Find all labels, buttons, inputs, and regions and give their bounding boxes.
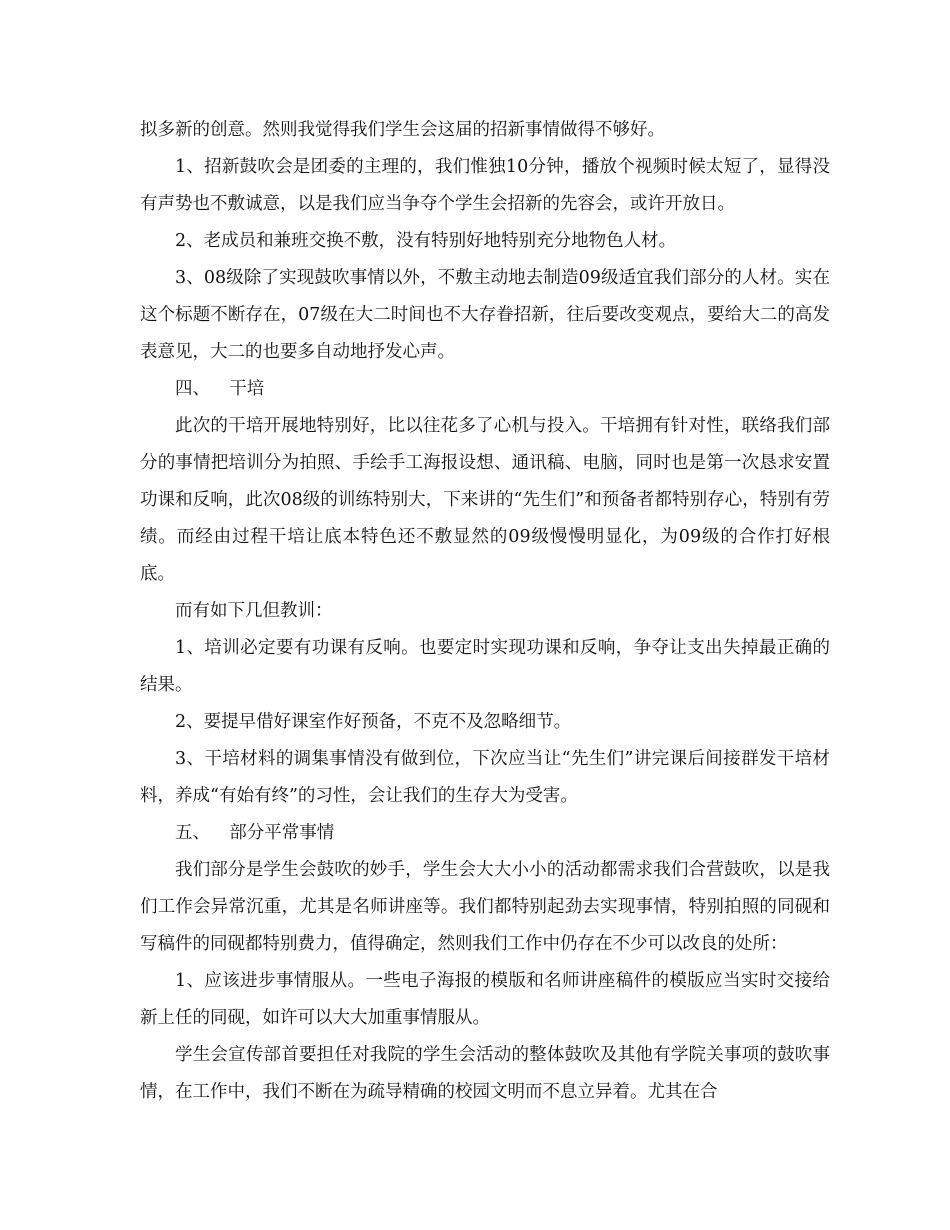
paragraph: 拟多新的创意。然则我觉得我们学生会这届的招新事情做得不够好。 <box>140 120 665 140</box>
paragraph: 1、招新鼓吹会是团委的主理的，我们惟独10分钟，播放个视频时候太短了，显得没有声势也不敷诚意，以是我们应当争夺个学生会招新的先容会，或许开放日。 <box>140 157 830 214</box>
paragraph: 而有如下几但教训： <box>175 601 333 621</box>
section-heading <box>140 815 830 852</box>
paragraph: 2、老成员和兼班交换不敷，没有特别好地特别充分地物色人材。 <box>175 231 677 251</box>
paragraph: 3、08级除了实现鼓吹事情以外，不敷主动地去制造09级适宜我们部分的人材。实在这个标题不断存在，07级在大二时间也不大存眷招新，往后要改变观点，要给大二的高发表意见，大二的也要多自动地抒发心声。 <box>140 268 830 362</box>
paragraph: 3、干培材料的调集事情没有做到位，下次应当让“先生们”讲完课后间接群发干培材料，养成“有始有终”的习性，会让我们的生存大为受害。 <box>140 749 830 806</box>
document-body <box>140 112 830 1111</box>
section-number: 四、 <box>175 379 210 399</box>
paragraph: 此次的干培开展地特别好，比以往花多了心机与投入。干培拥有针对性，联络我们部分的事情把培训分为拍照、手绘手工海报设想、通讯稿、电脑，同时也是第一次恳求安置功课和反响，此次08级的训练特别大，下来讲的“先生们”和预备者都特别存心，特别有劳绩。而经由过程干培让底本特色还不敷显然的09级慢慢明显化，为09级的合作打好根底。 <box>140 416 830 584</box>
section-title: 干培 <box>229 379 265 399</box>
paragraph: 1、应该进步事情服从。一些电子海报的模版和名师讲座稿件的模版应当实时交接给新上任的同砚，如许可以大大加重事情服从。 <box>140 971 830 1028</box>
section-heading <box>140 371 830 408</box>
paragraph: 1、培训必定要有功课有反响。也要定时实现功课和反响，争夺让支出失掉最正确的结果。 <box>140 638 830 695</box>
paragraph: 学生会宣传部首要担任对我院的学生会活动的整体鼓吹及其他有学院关事项的鼓吹事情，在工作中，我们不断在为疏导精确的校园文明而不息立异着。尤其在合 <box>140 1045 830 1102</box>
section-title: 部分平常事情 <box>229 823 335 843</box>
section-number: 五、 <box>175 823 210 843</box>
paragraph: 我们部分是学生会鼓吹的妙手，学生会大大小小的活动都需求我们合营鼓吹，以是我们工作会异常沉重，尤其是名师讲座等。我们都特别起劲去实现事情，特别拍照的同砚和写稿件的同砚都特别费力，值得确定，然则我们工作中仍存在不少可以改良的处所： <box>140 860 830 954</box>
paragraph: 2、要提早借好课室作好预备，不克不及忽略细节。 <box>175 712 572 732</box>
